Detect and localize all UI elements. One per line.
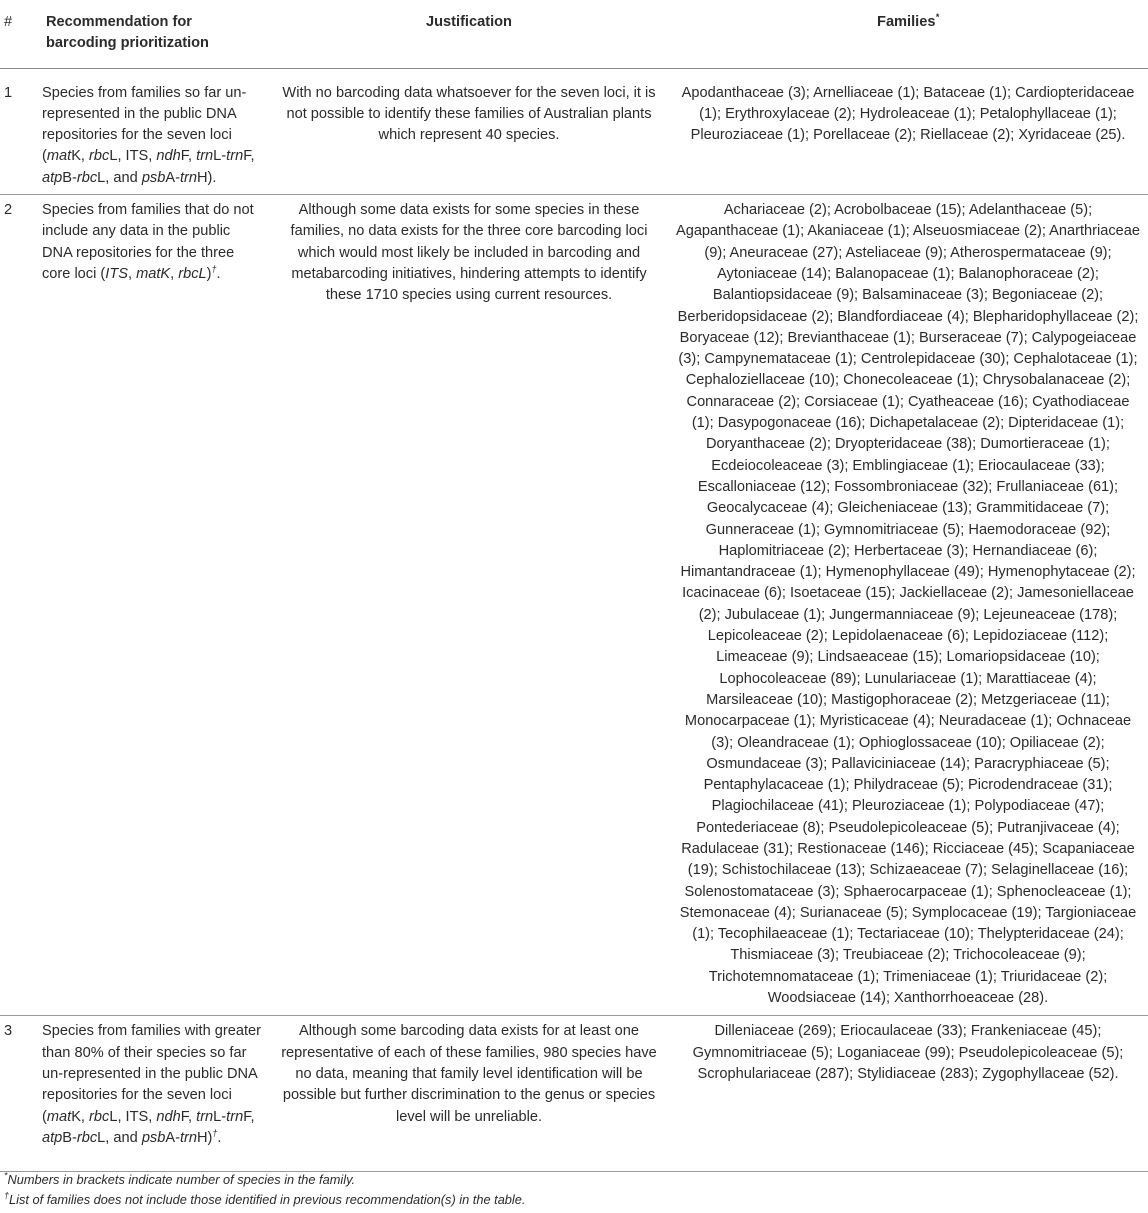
text-fragment: H) (196, 1129, 213, 1146)
table-row (0, 68, 1148, 194)
text-fragment: A- (165, 1129, 180, 1146)
table-row (0, 1016, 1148, 1172)
row-justification: With no barcoding data whatsoever for the seven loci, it is not possible to identify these families of Australian plants which represent 40 species. (270, 68, 668, 194)
text-fragment: L, and (97, 1129, 142, 1146)
header-number: # (0, 4, 40, 68)
gene-name-italic: trn (196, 1108, 214, 1125)
text-fragment: H). (196, 169, 217, 186)
gene-name-italic: psb (141, 169, 166, 186)
footnote-asterisk-marker: * (4, 1170, 8, 1181)
gene-name-italic: matK (136, 265, 171, 282)
gene-name-italic: trn (226, 148, 244, 165)
text-fragment: . (217, 1129, 222, 1146)
text-fragment: Species from families with greater than 80% of their species so far un-represented in the public DNA repositories for the seven loci ( (42, 1023, 261, 1125)
text-fragment: B- (62, 1129, 77, 1146)
gene-name-italic: mat (46, 1108, 72, 1125)
gene-name-italic: rbc (76, 169, 98, 186)
row-number: 1 (0, 68, 40, 194)
gene-name-italic: psb (141, 1129, 166, 1146)
gene-name-italic: ITS (105, 265, 128, 282)
text-fragment: F, (243, 148, 255, 165)
header-families-label: Families (877, 14, 936, 30)
gene-name-italic: mat (46, 148, 72, 165)
text-fragment: , (127, 265, 137, 282)
footnote-previous-families (4, 1190, 525, 1210)
header-families (668, 4, 1148, 68)
gene-name-italic: atp (42, 169, 63, 186)
text-fragment: F, (180, 148, 197, 165)
gene-name-italic: ndh (156, 148, 181, 165)
text-fragment: L, ITS, (109, 1108, 157, 1125)
text-fragment: B- (62, 169, 77, 186)
gene-name-italic: trn (179, 169, 197, 186)
text-fragment: K, (71, 1108, 90, 1125)
text-fragment: L- (213, 148, 227, 165)
text-fragment: Species from families that do not include any data in the public DNA repositories for the three core loci ( (42, 202, 254, 282)
text-fragment: A- (165, 169, 180, 186)
recommendations-table (0, 4, 1148, 1172)
text-fragment: F, (243, 1108, 255, 1125)
footnote-species-count (4, 1170, 525, 1190)
row-families: Dilleniaceae (269); Eriocaulaceae (33); Frankeniaceae (45); Gymnomitriaceae (5); Loganiaceae (99); Pseudolepicoleaceae (5); Scrophulariaceae (287); Stylidiaceae (283); Zygophyllaceae (52). (668, 1016, 1148, 1172)
row-recommendation (40, 1016, 270, 1172)
row-families: Apodanthaceae (3); Arnelliaceae (1); Bataceae (1); Cardiopteridaceae (1); Erythroxylaceae (2); Hydroleaceae (1); Petalophyllaceae (1); Pleuroziaceae (1); Porellaceae (2); Riellaceae (2); Xyridaceae (25). (668, 68, 1148, 194)
text-fragment: F, (180, 1108, 197, 1125)
row-families: Achariaceae (2); Acrobolbaceae (15); Adelanthaceae (5); Agapanthaceae (1); Akaniaceae (1); Alseuosmiaceae (2); Anarthriaceae (9); Aneuraceae (27); Asteliaceae (9); Atherospermataceae (9); Aytoniaceae (14); Balanopaceae (1); Balanophoraceae (2); Balantiopsidaceae (9); Balsaminaceae (3); Begoniaceae (2); Berberidopsidaceae (2); Blandfordiaceae (4); Blepharidophyllaceae (2); Boryaceae (12); Brevianthaceae (1); Burseraceae (7); Calypogeiaceae (3); Campynemataceae (1); Centrolepidaceae (30); Cephalotaceae (1); Cephaloziellaceae (10); Chonecoleaceae (1); Chrysobalanaceae (2); Connaraceae (2); Corsiaceae (1); Cyatheaceae (16); Cyathodiaceae (1); Dasypogonaceae (16); Dichapetalaceae (2); Dipteridaceae (1); Doryanthaceae (2); Dryopteridaceae (38); Dumortieraceae (1); Ecdeiocoleaceae (3); Emblingiaceae (1); Eriocaulaceae (33); Escalloniaceae (12); Fossombroniaceae (32); Frullaniaceae (61); Geocalycaceae (4); Gleicheniaceae (13); Grammitidaceae (7); Gunneraceae (1); Gymnomitriaceae (5); Haemodoraceae (92); Haplomitriaceae (2); Herbertaceae (3); Hernandiaceae (6); Himantandraceae (1); Hymenophyllaceae (49); Hymenophytaceae (2); Icacinaceae (6); Isoetaceae (15); Jackiellaceae (2); Jamesoniellaceae (2); Jubulaceae (1); Jungermanniaceae (9); Lejeuneaceae (178); Lepicoleaceae (2); Lepidolaenaceae (6); Lepidoziaceae (112); Limeaceae (9); Lindsaeaceae (15); Lomariopsidaceae (10); Lophocoleaceae (89); Lunulariaceae (1); Marattiaceae (4); Marsileaceae (10); Mastigophoraceae (2); Metzgeriaceae (11); Monocarpaceae (1); Myristicaceae (4); Neuradaceae (1); Ochnaceae (3); Oleandraceae (1); Ophioglossaceae (10); Opiliaceae (2); Osmundaceae (3); Pallaviciniaceae (14); Paracryphiaceae (5); Pentaphylacaceae (1); Philydraceae (5); Picrodendraceae (31); Plagiochilaceae (41); Pleuroziaceae (1); Polypodiaceae (47); Pontederiaceae (8); Pseudolepicoleaceae (5); Putranjivaceae (4); Radulaceae (31); Restionaceae (146); Ricciaceae (45); Scapaniaceae (19); Schistochilaceae (13); Schizaeaceae (7); Selaginellaceae (16); Solenostomataceae (3); Sphaerocarpaceae (1); Sphenocleaceae (1); Stemonaceae (4); Surianaceae (5); Symplocaceae (19); Targioniaceae (1); Tecophilaeaceae (1); Tectariaceae (10); Thelypteridaceae (24); Thismiaceae (3); Treubiaceae (2); Trichocoleaceae (9); Trichotemnomataceae (1); Trimeniaceae (1); Triuridaceae (2); Woodsiaceae (14); Xanthorrhoeaceae (28). (668, 195, 1148, 1016)
row-justification: Although some barcoding data exists for at least one representative of each of these families, 980 species have no data, meaning that family level identification will be possible but further discrimination to the genus or species level will be unreliable. (270, 1016, 668, 1172)
header-recommendation: Recommendation for barcoding prioritization (40, 4, 270, 68)
header-families-marker: * (935, 12, 939, 23)
gene-name-italic: rbcL (178, 265, 207, 282)
row-recommendation (40, 195, 270, 1016)
row-number: 2 (0, 195, 40, 1016)
header-justification: Justification (270, 4, 668, 68)
footnote-marker: † (212, 1127, 218, 1138)
text-fragment: L- (213, 1108, 227, 1125)
gene-name-italic: atp (42, 1129, 63, 1146)
table-row (0, 195, 1148, 1016)
table-header-row (0, 4, 1148, 68)
row-number: 3 (0, 1016, 40, 1172)
gene-name-italic: trn (196, 148, 214, 165)
text-fragment: L, ITS, (109, 148, 157, 165)
text-fragment: . (216, 265, 221, 282)
gene-name-italic: rbc (76, 1129, 98, 1146)
gene-name-italic: ndh (156, 1108, 181, 1125)
text-fragment: , (170, 265, 179, 282)
text-fragment: L, and (97, 169, 142, 186)
row-justification: Although some data exists for some species in these families, no data exists for the three core barcoding loci which would most likely be included in barcoding and metabarcoding initiatives, hindering attempts to identify these 1710 species using current resources. (270, 195, 668, 1016)
text-fragment: K, (71, 148, 90, 165)
gene-name-italic: trn (179, 1129, 197, 1146)
footnote-dagger-marker: † (4, 1190, 10, 1201)
footnote-text: List of families does not include those identified in previous recommendation(s) in the table. (9, 1192, 526, 1207)
gene-name-italic: rbc (89, 1108, 110, 1125)
footnote-text: Numbers in brackets indicate number of species in the family. (7, 1172, 356, 1187)
text-fragment: ) (206, 265, 212, 282)
text-fragment: Species from families so far un-represented in the public DNA repositories for the seven loci ( (42, 84, 247, 165)
table-footnotes (4, 1170, 525, 1210)
gene-name-italic: trn (226, 1108, 244, 1125)
row-recommendation (40, 68, 270, 194)
gene-name-italic: rbc (89, 148, 110, 165)
footnote-marker: † (211, 264, 217, 275)
